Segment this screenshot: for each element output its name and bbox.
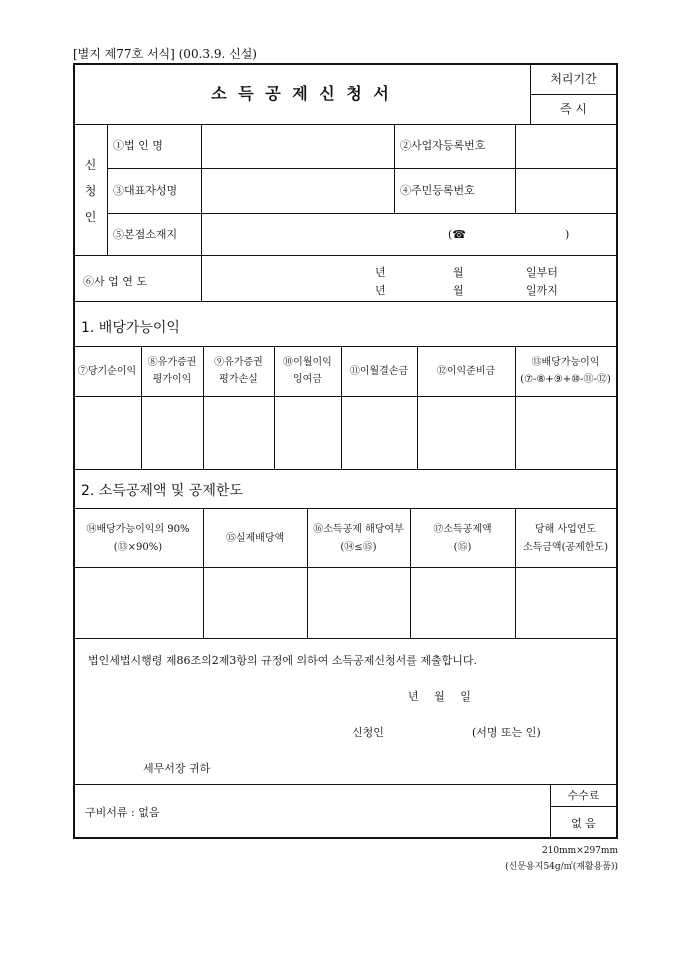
s2-col4-a: ⑰소득공제액 [433, 524, 492, 535]
applicant-side-3: 인 [84, 210, 97, 224]
hq-address-label: ⑤본점소재지 [113, 228, 178, 241]
phone-prefix: (☎ [448, 228, 466, 241]
s2-col5-a: 당해 사업연도 [534, 524, 597, 535]
s2-col1-b: (⑬×90%) [113, 542, 163, 553]
form-title: 소 득 공 제 신 청 서 [211, 84, 392, 103]
s1-col4-b: 잉여금 [293, 374, 322, 385]
s2-col1-a: ⑭배당가능이익의 90% [86, 524, 190, 535]
s2-col5-b: 소득금액(공제한도) [522, 542, 609, 553]
s1-col7-b: (⑦-⑧+⑨+⑩-⑪-⑫) [520, 374, 611, 385]
fee-label: 수수료 [567, 789, 600, 802]
s1-col4-a: ⑩이월이익 [283, 357, 332, 368]
declaration-text: 법인세법시행령 제86조의2제3항의 규정에 의하여 소득공제신청서를 제출합니다. [88, 654, 478, 667]
s1-col7-a: ⑬배당가능이익 [531, 357, 600, 368]
s1-col2-a: ⑧유가증권 [147, 357, 197, 368]
corp-name-label: ①법 인 명 [113, 139, 163, 152]
resident-no-label: ④주민등록번호 [400, 184, 475, 197]
processing-period-value: 즉 시 [560, 102, 587, 116]
form-header: [별지 제77호 서식] (00.3.9. 신설) [73, 47, 257, 61]
to-label: 일까지 [526, 284, 558, 297]
biz-reg-no-label: ②사업자등록번호 [400, 139, 486, 152]
s2-col3-a: ⑯소득공제 해당여부 [313, 524, 404, 535]
s1-col5-a: ⑪이월결손금 [349, 366, 409, 377]
section2-title: 2. 소득공제액 및 공제한도 [81, 483, 243, 499]
fee-value: 없 음 [571, 817, 596, 830]
from-label: 일부터 [526, 266, 558, 279]
rep-name-label: ③대표자성명 [113, 184, 178, 197]
year-2: 년 [375, 284, 386, 297]
s1-col1-a: ⑦당기순이익 [77, 366, 137, 377]
paper-size: 210mm×297mm [541, 846, 618, 856]
business-year-label: ⑥사 업 연 도 [83, 275, 147, 288]
declaration-date: 년 월 일 [408, 690, 471, 703]
applicant-side-2: 청 [84, 184, 97, 198]
month-1: 월 [453, 266, 464, 279]
applicant-label: 신청인 [352, 726, 384, 739]
s1-col3-b: 평가손실 [219, 374, 258, 385]
recipient-label: 세무서장 귀하 [143, 762, 211, 775]
s1-col6-a: ⑫이익준비금 [436, 366, 496, 377]
attachments-label: 구비서류 : 없음 [85, 806, 160, 819]
signature-label: (서명 또는 인) [472, 726, 541, 739]
year-1: 년 [375, 266, 386, 279]
form-frame [73, 63, 618, 839]
applicant-side-1: 신 [84, 158, 97, 172]
s2-col2-a: ⑮실제배당액 [225, 533, 285, 544]
phone-suffix: ) [565, 228, 570, 241]
paper-spec: (신문용지54g/㎡(재활용품)) [505, 862, 618, 872]
month-2: 월 [453, 284, 464, 297]
section1-title: 1. 배당가능이익 [81, 320, 180, 336]
s1-col2-b: 평가이익 [152, 374, 192, 385]
s1-col3-a: ⑨유가증권 [214, 357, 263, 368]
s2-col4-b: (⑮) [453, 542, 472, 553]
s2-col3-b: (⑭≤⑮) [340, 542, 377, 553]
processing-period-label: 처리기간 [550, 72, 597, 86]
